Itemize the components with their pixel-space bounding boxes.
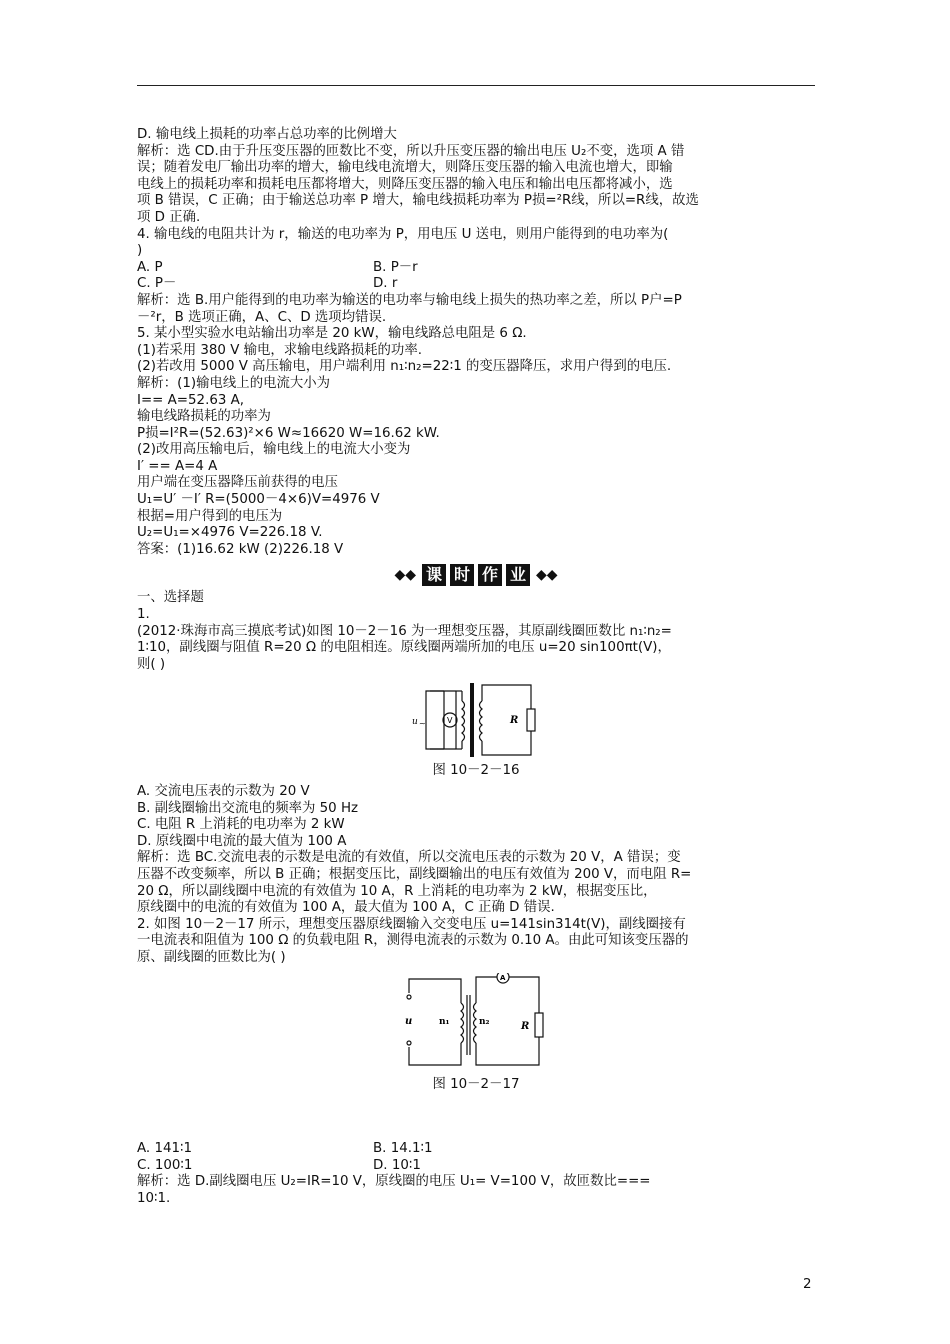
q1-options [137, 784, 815, 850]
text-line: 压器不改变频率，所以 B 正确；根据变压比，副线圈输出的电压有效值为 200 V，而电阻 R= [137, 866, 692, 882]
diamond-icon: ◆◆ [536, 567, 558, 584]
text-line: 误；随着发电厂输出功率的增大，输电线电流增大，则降压变压器的输入电流也增大，即输 [137, 160, 673, 176]
header-rule [137, 85, 815, 86]
banner-char: 业 [506, 564, 530, 586]
figure-caption: 图 10－2－17 [432, 1076, 520, 1092]
text-line: ) [137, 243, 143, 259]
text-line: 一电流表和阻值为 100 Ω 的负载电阻 R，测得电流表的示数为 0.10 A。由此可知该变压器的 [137, 933, 689, 949]
text-line: I== A=52.63 A, [137, 392, 245, 408]
q4-options-row [137, 260, 815, 277]
text-line: 4. 输电线的电阻共计为 r，输送的电功率为 P，用电压 U 送电，则用户能得到的电功率为( [137, 226, 669, 242]
q4-option-b: B. P－r [373, 259, 418, 275]
q1-option-b: B. 副线圈输出交流电的频率为 50 Hz [137, 800, 359, 816]
q4-option-c: C. P－ [137, 276, 177, 292]
page-number: 2 [803, 1277, 812, 1292]
q2-options-row [137, 1158, 815, 1175]
block-sec1 [137, 590, 815, 673]
q1-option-d: D. 原线圈中电流的最大值为 100 A [137, 833, 347, 849]
text-line: 原线圈中的电流的有效值为 100 A，最大值为 100 A，C 正确 D 错误. [137, 900, 555, 916]
label-u: u [412, 717, 418, 728]
diamond-icon: ◆◆ [394, 567, 416, 584]
q2-options-row [137, 1141, 815, 1158]
text-line: 项 D 正确. [137, 209, 201, 225]
q2-option-b: B. 14.1∶1 [373, 1141, 433, 1157]
iron-core [470, 683, 474, 757]
text-line: D. 输电线上损耗的功率占总功率的比例增大 [137, 127, 397, 142]
text-line: (2)若改用 5000 V 高压输电，用户端利用 n₁∶n₂=22∶1 的变压器降压，求用户得到的电压. [137, 359, 672, 375]
transformer-ammeter-circuit-diagram [401, 973, 551, 1073]
label-a: A [500, 973, 506, 982]
text-line: (2)改用高压输电后，输电线上的电流大小变为 [137, 442, 411, 458]
text-line: 解析：选 B.用户能得到的电功率为输送的电功率与输电线上损失的热功率之差，所以 P户=P [137, 292, 682, 308]
block-end [137, 1174, 815, 1207]
text-line: U₂=U₁=×4976 V=226.18 V. [137, 525, 323, 541]
text-line: 原、副线圈的匝数比为( ) [137, 949, 286, 965]
text-line: U₁=U′ －I′ R=(5000－4×6)V=4976 V [137, 492, 380, 508]
label-n2: n₂ [479, 1016, 490, 1027]
text-line: 1. [137, 607, 150, 623]
text-line: (2012·珠海市高三摸底考试)如图 10－2－16 为一理想变压器，其原副线圈匝数比 n₁∶n₂= [137, 623, 672, 639]
label-u: u [405, 1015, 413, 1027]
text-line: I′ == A=4 A [137, 458, 218, 474]
text-line: 根据=用户得到的电压为 [137, 508, 283, 524]
text-line: 输电线路损耗的功率为 [137, 409, 271, 425]
figure-caption: 图 10－2－16 [432, 763, 520, 779]
q1-option-a: A. 交流电压表的示数为 20 V [137, 784, 310, 799]
text-line: 5. 某小型实验水电站输出功率是 20 kW，输电线路总电阻是 6 Ω. [137, 326, 527, 342]
q4-option-d: D. r [373, 276, 398, 292]
text-line: 解析：(1)输电线上的电流大小为 [137, 375, 331, 391]
text-line: 2. 如图 10－2－17 所示，理想变压器原线圈输入交变电压 u=141sin314t(V)，副线圈接有 [137, 916, 686, 932]
text-line: 1∶10，副线圈与阻值 R=20 Ω 的电阻相连。原线圈两端所加的电压 u=20 sin100πt(V)， [137, 640, 671, 656]
text-line: 一、选择题 [137, 590, 204, 606]
text-line: 20 Ω，所以副线圈中电流的有效值为 10 A，R 上消耗的电功率为 2 kW，根据变压比， [137, 883, 657, 899]
text-line: 解析：选 D.副线圈电压 U₂=IR=10 V，原线圈的电压 U₁= V=100 V，故匝数比=== [137, 1174, 651, 1190]
label-r: R [521, 1020, 530, 1032]
q4-option-a: A. P [137, 259, 163, 275]
text-line: 用户端在变压器降压前获得的电压 [137, 475, 338, 491]
text-line: 解析：选 BC.交流电表的示数是电流的有效值，所以交流电压表的示数为 20 V，A 错误；变 [137, 850, 681, 866]
label-v: V [447, 716, 453, 726]
text-line: －²r，B 选项正确，A、C、D 选项均错误. [137, 309, 387, 325]
q2-option-d: D. 10∶1 [373, 1157, 421, 1173]
transformer-circuit-diagram [406, 679, 546, 759]
ac-symbol-icon: ~ [419, 719, 426, 729]
page-content [137, 127, 815, 1208]
section-banner [137, 562, 815, 588]
block-q1-answer [137, 850, 815, 966]
q4-options-row [137, 276, 815, 293]
blank-space [137, 1097, 815, 1141]
banner-char: 课 [422, 564, 446, 586]
text-line: 项 B 错误，C 正确；由于输送总功率 P 增大，输电线损耗功率为 P损=²R线，所以=R线，故选 [137, 193, 699, 209]
q1-option-c: C. 电阻 R 上消耗的电功率为 2 kW [137, 817, 345, 833]
text-line: 解析：选 CD.由于升压变压器的匝数比不变，所以升压变压器的输出电压 U₂不变，选项 A 错 [137, 143, 685, 159]
text-line: 电线上的损耗功率和损耗电压都将增大，则降压变压器的输入电压和输出电压都将减小，选 [137, 176, 673, 192]
text-line: 答案：(1)16.62 kW (2)226.18 V [137, 541, 344, 557]
banner-char: 作 [478, 564, 502, 586]
q2-option-c: C. 100∶1 [137, 1157, 193, 1173]
text-line: 10∶1. [137, 1190, 171, 1206]
label-n1: n₁ [439, 1016, 450, 1027]
block-top [137, 127, 815, 260]
text-line: P损=I²R=(52.63)²×6 W≈16620 W=16.62 kW. [137, 425, 440, 441]
figure-10-2-16 [137, 679, 815, 780]
figure-10-2-17 [137, 973, 815, 1094]
text-line: 则( ) [137, 656, 166, 672]
banner-char: 时 [450, 564, 474, 586]
label-r: R [510, 715, 519, 727]
block-mid [137, 293, 815, 559]
text-line: (1)若采用 380 V 输电，求输电线路损耗的功率. [137, 342, 422, 358]
q2-option-a: A. 141∶1 [137, 1141, 193, 1157]
